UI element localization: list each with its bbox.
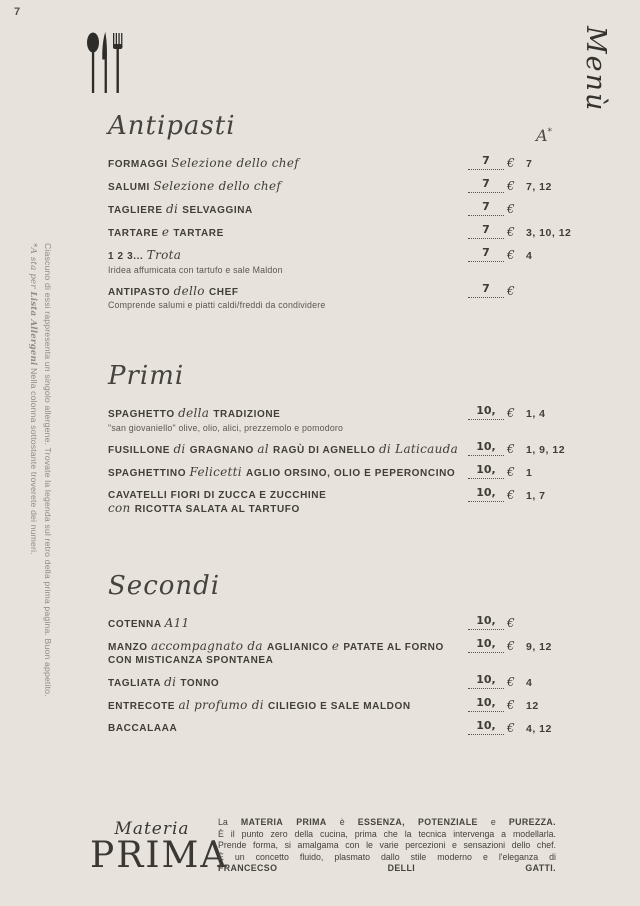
item-allergens: 4, 12 — [526, 722, 552, 735]
item-price — [456, 672, 520, 689]
euro-sign: € — [507, 283, 515, 298]
item-price — [456, 200, 520, 216]
item-allergens — [520, 203, 576, 204]
price-leader-dots — [468, 404, 504, 420]
euro-sign: € — [507, 248, 515, 262]
item-price — [456, 404, 520, 420]
item-price — [456, 223, 520, 239]
euro-sign: € — [507, 464, 515, 479]
item-name-line2: con RICOTTA SALATA AL TARTUFO — [108, 500, 300, 515]
price-value: 10, — [476, 404, 496, 417]
item-allergens: 1, 4 — [526, 408, 546, 420]
section-title: Antipasti — [108, 111, 236, 141]
menu-item-row — [108, 177, 576, 194]
menu-side-label: Menù — [580, 26, 611, 113]
euro-sign: € — [507, 441, 515, 456]
section-primi — [108, 362, 576, 516]
price-leader-dots — [468, 223, 504, 239]
logo-script-text: Materia — [114, 819, 190, 839]
price-leader-dots — [468, 462, 504, 479]
price-leader-dots — [468, 177, 504, 193]
allergen-note-line1: *A sta per Lista Allergeni Nella colonna sottostante troverete dei numeri. — [28, 243, 39, 555]
price-value: 10, — [476, 636, 496, 650]
euro-sign: € — [507, 156, 515, 170]
menu-item-row — [108, 281, 576, 312]
menu-item-row — [108, 485, 576, 516]
price-leader-dots — [468, 485, 504, 502]
item-description: Iridea affumicata con tartufo e sale Maldon — [108, 264, 283, 275]
item-name: SALUMI Selezione dello chef — [108, 179, 282, 193]
item-allergens: 7, 12 — [526, 181, 552, 193]
item-allergens: 4 — [526, 250, 533, 262]
menu-item-row — [108, 613, 576, 631]
price-value: 7 — [482, 177, 490, 190]
price-value: 7 — [482, 154, 490, 167]
price-leader-dots — [468, 636, 504, 653]
item-allergens — [520, 617, 576, 618]
price-value: 10, — [476, 439, 496, 453]
euro-sign: € — [507, 225, 515, 239]
allergen-note — [26, 243, 55, 697]
price-leader-dots — [468, 672, 504, 689]
euro-sign: € — [507, 674, 515, 689]
price-value: 7 — [482, 223, 490, 236]
menu-item-row — [108, 246, 576, 276]
item-allergens: 4 — [526, 676, 533, 689]
menu-item-row — [108, 636, 576, 667]
price-leader-dots — [468, 154, 504, 170]
menu-item-row — [108, 462, 576, 480]
item-name: BACCALAAA — [108, 722, 178, 734]
item-price — [456, 439, 520, 456]
item-description: "san giovaniello" olive, olio, alici, prezzemolo e pomodoro — [108, 422, 344, 433]
section-title: Secondi — [108, 570, 221, 601]
item-name: SPAGHETTINO Felicetti AGLIO ORSINO, OLIO E PEPERONCINO — [108, 464, 456, 479]
item-price — [456, 485, 520, 502]
cutlery-icon — [85, 32, 125, 94]
section-title: Primi — [108, 361, 185, 391]
item-price — [456, 281, 520, 298]
item-allergens: 12 — [526, 699, 539, 712]
item-allergens: 1 — [526, 466, 533, 479]
footer-line: È un concetto fluido, plasmato dallo stile moderno e l'eleganza di — [218, 851, 556, 862]
item-name: COTENNA A11 — [108, 615, 190, 630]
item-allergens: 3, 10, 12 — [526, 227, 572, 239]
item-price — [456, 177, 520, 193]
euro-sign: € — [507, 720, 515, 735]
item-price — [456, 154, 520, 170]
fork-icon — [113, 33, 122, 93]
item-allergens: 7 — [526, 158, 533, 170]
menu-item-row — [108, 695, 576, 713]
euro-sign: € — [507, 638, 515, 653]
menu-item-row — [108, 200, 576, 217]
item-price — [456, 718, 520, 735]
item-allergens — [520, 285, 576, 286]
price-leader-dots — [468, 200, 504, 216]
menu-item-row — [108, 718, 576, 735]
footer-paragraph — [218, 817, 556, 875]
footer-line: FRANCECSO DELLI GATTI. — [218, 863, 556, 874]
item-name: MANZO accompagnato da AGLIANICO e PATATE AL FORNO — [108, 638, 444, 653]
item-name: FORMAGGI Selezione dello chef — [108, 156, 299, 170]
item-price — [456, 636, 520, 653]
menu-item-row — [108, 154, 576, 171]
euro-sign: € — [507, 202, 515, 216]
menu-item-row — [108, 672, 576, 690]
price-value: 7 — [482, 200, 490, 213]
item-allergens: 1, 7 — [526, 489, 546, 502]
menu-item-row — [108, 404, 576, 434]
knife-handle — [105, 60, 107, 94]
menu-item-row — [108, 223, 576, 240]
price-value: 7 — [482, 246, 490, 259]
price-value: 10, — [476, 485, 496, 499]
item-description: Comprende salumi e piatti caldi/freddi da condividere — [108, 300, 326, 310]
price-leader-dots — [468, 439, 504, 456]
price-value: 10, — [476, 613, 496, 627]
item-price — [456, 462, 520, 479]
page-number: 7 — [14, 6, 21, 18]
price-value: 10, — [476, 695, 496, 709]
item-name: TAGLIATA di TONNO — [108, 674, 220, 689]
item-price — [456, 246, 520, 262]
allergen-note-line2: Ciascuno di essi rappresenta un singolo allergene. Trovate la legenda sul retro della prima pagina. Buon appetito. — [43, 243, 53, 697]
item-name: ENTRECOTE al profumo di CILIEGIO E SALE MALDON — [108, 697, 411, 712]
price-leader-dots — [468, 695, 504, 712]
price-leader-dots — [468, 718, 504, 735]
item-name: TARTARE e TARTARE — [108, 225, 224, 239]
price-leader-dots — [468, 281, 504, 298]
section-antipasti — [108, 112, 576, 311]
item-allergens: 9, 12 — [526, 640, 552, 653]
price-value: 10, — [476, 718, 496, 732]
item-name: TAGLIERE di SELVAGGINA — [108, 202, 253, 216]
price-value: 7 — [482, 281, 490, 295]
price-leader-dots — [468, 613, 504, 630]
euro-sign: € — [507, 487, 515, 502]
euro-sign: € — [507, 615, 515, 630]
footer-line: È il punto zero della cucina, prima che la tecnica intervenga a modellarla. — [218, 828, 556, 839]
spoon-handle — [92, 51, 94, 93]
euro-sign: € — [507, 406, 515, 420]
item-price — [456, 695, 520, 712]
logo-main-text: PRIMA — [90, 835, 229, 876]
section-secondi — [108, 572, 576, 735]
knife-icon — [102, 32, 107, 60]
menu-content — [108, 112, 576, 744]
item-name: SPAGHETTO della TRADIZIONE — [108, 406, 281, 420]
item-name: ANTIPASTO dello CHEF — [108, 283, 239, 298]
price-value: 10, — [476, 462, 496, 476]
allergen-column-header: A* — [535, 126, 552, 145]
item-name: 1 2 3... Trota — [108, 248, 182, 262]
item-name-line2: CON MISTICANZA SPONTANEA — [108, 654, 274, 666]
spoon-icon — [87, 33, 99, 53]
item-name: FUSILLONE di GRAGNANO al RAGÙ DI AGNELLO di Laticauda — [108, 441, 459, 456]
euro-sign: € — [507, 179, 515, 193]
euro-sign: € — [507, 697, 515, 712]
footer-line: La MATERIA PRIMA è ESSENZA, POTENZIALE e PUREZZA. — [218, 817, 557, 827]
item-allergens: 1, 9, 12 — [526, 443, 566, 456]
price-value: 10, — [476, 672, 496, 686]
materia-prima-logo — [90, 819, 229, 876]
item-name: CAVATELLI FIORI DI ZUCCA E ZUCCHINE — [108, 489, 327, 501]
price-leader-dots — [468, 246, 504, 262]
menu-item-row — [108, 439, 576, 457]
footer-line: Prende forma, si amalgama con le varie percezioni e sensazioni dello chef. — [218, 840, 556, 851]
item-price — [456, 613, 520, 630]
